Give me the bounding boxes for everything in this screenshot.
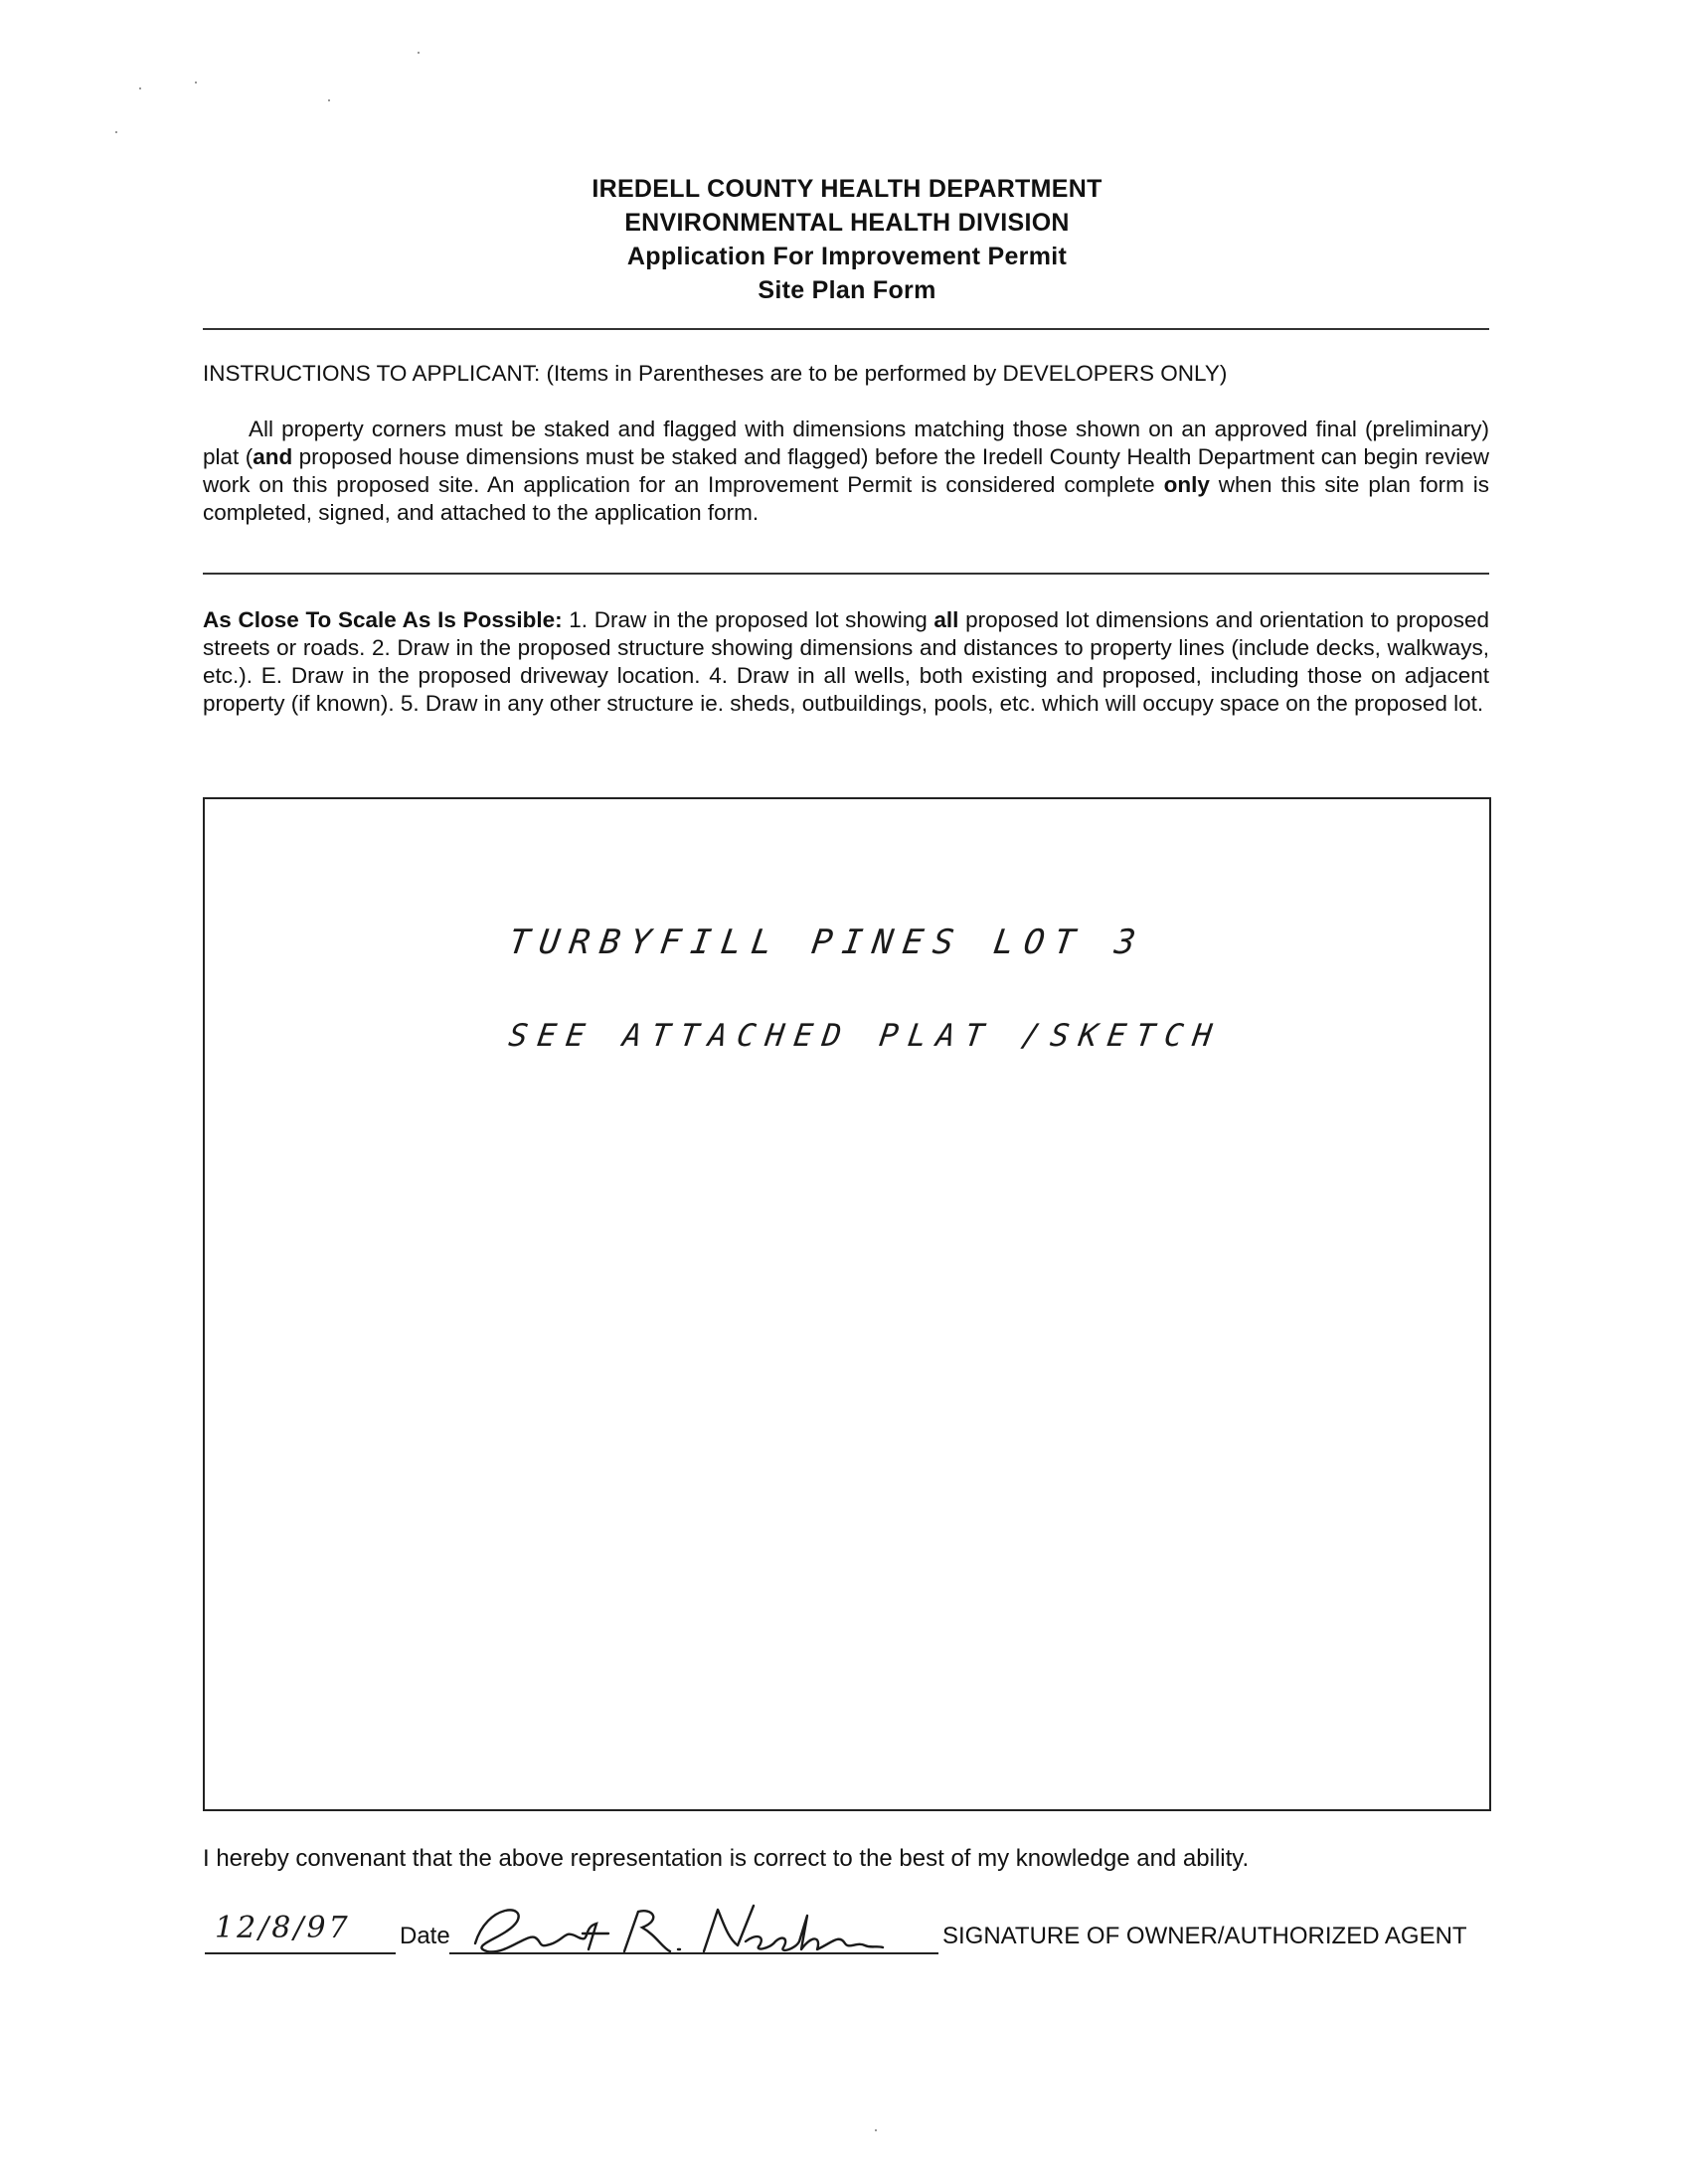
instructions-text-3: when this site plan form is completed, signed, and attached to the application form.: [203, 472, 1489, 525]
scan-speck: [195, 82, 197, 84]
certification-statement: I hereby convenant that the above representation is correct to the best of my knowledge and ability.: [203, 1845, 1250, 1872]
scale-instructions: [203, 606, 1489, 718]
handwritten-lot-note: TURBYFILL PINES LOT 3: [506, 923, 1148, 962]
signature-underline: [449, 1952, 938, 1954]
form-header: [0, 172, 1694, 307]
scale-lead: As Close To Scale As Is Possible:: [203, 607, 563, 632]
scan-speck: [418, 52, 420, 54]
scale-text-2: proposed lot dimensions and orientation to proposed streets or roads. 2. Draw in the proposed structure showing dimensions and distances to property lines (include decks, walkways, etc.). E. Draw in the proposed driveway location. 4. Draw in all wells, both existing and proposed, including those on adjacent property (if known). 5. Draw in any other structure ie. sheds, outbuildings, pools, etc. which will occupy space on the proposed lot.: [203, 607, 1489, 716]
date-value: 12/8/97: [215, 1911, 351, 1945]
instructions-paragraph: [203, 416, 1489, 527]
handwritten-plat-note: SEE ATTACHED PLAT /SKETCH: [506, 1018, 1225, 1054]
instructions-emph-and: and: [253, 444, 293, 469]
date-label: Date: [400, 1923, 450, 1949]
instructions-text-2: proposed house dimensions must be staked and flagged) before the Iredell County Health Department can begin review work on this proposed site. An application for an Improvement Permit is considered complete: [203, 444, 1489, 497]
scan-speck: [328, 99, 330, 101]
header-form-type: Application For Improvement Permit: [626, 243, 1068, 270]
instructions-heading: INSTRUCTIONS TO APPLICANT: (Items in Parentheses are to be performed by DEVELOPERS ONLY): [203, 361, 1228, 386]
scale-text-1: 1. Draw in the proposed lot showing: [562, 607, 934, 632]
header-division: ENVIRONMENTAL HEALTH DIVISION: [624, 209, 1070, 237]
header-agency: IREDELL COUNTY HEALTH DEPARTMENT: [592, 175, 1102, 203]
header-form-title: Site Plan Form: [758, 276, 936, 304]
scan-speck: [139, 87, 141, 89]
instructions-text-1: All property corners must be staked and flagged with dimensions matching those shown on an approved final (preliminary) plat (: [203, 417, 1489, 469]
scan-speck: [115, 131, 117, 133]
scan-speck: [875, 2129, 877, 2131]
divider-middle: [203, 573, 1489, 575]
instructions-emph-only: only: [1163, 472, 1210, 497]
site-plan-drawing-area[interactable]: [203, 797, 1491, 1811]
scale-emph-all: all: [933, 607, 959, 632]
signature-label: SIGNATURE OF OWNER/AUTHORIZED AGENT: [942, 1923, 1467, 1949]
date-underline: [205, 1952, 396, 1954]
divider-top: [203, 328, 1489, 330]
